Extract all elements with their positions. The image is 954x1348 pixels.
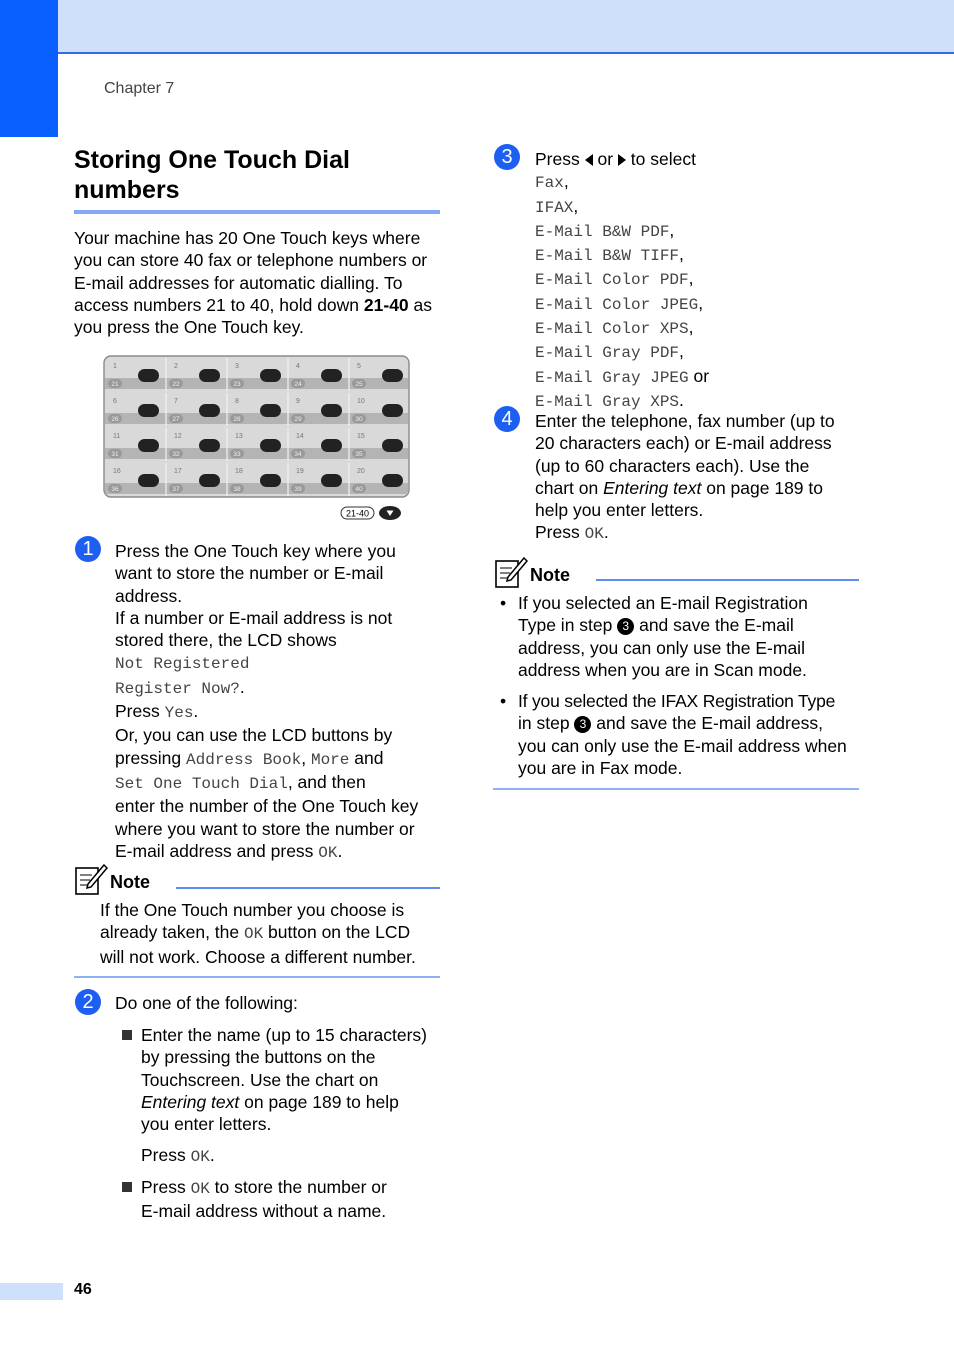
key-number-label: 9 [296, 398, 300, 405]
step-number-4: 4 [494, 406, 520, 432]
key-shift-number-label: 24 [294, 381, 302, 388]
one-touch-key [199, 369, 220, 382]
one-touch-key [138, 474, 159, 487]
bullet-dot: • [500, 691, 507, 711]
header-bar [0, 0, 954, 54]
option-line: by pressing the buttons on the [141, 1047, 376, 1068]
one-touch-key [382, 404, 403, 417]
key-number-label: 20 [357, 468, 365, 475]
note-2-bullet-2 [500, 690, 860, 779]
one-touch-key [382, 369, 403, 382]
one-touch-key [138, 404, 159, 417]
intro-key-bold: 21-40 [363, 294, 409, 315]
key-shift-number-label: 30 [355, 416, 363, 423]
step-number-3: 3 [494, 144, 520, 170]
intro-text-end: as you press the One Touch key. [74, 294, 433, 338]
one-touch-key [321, 439, 342, 452]
square-bullet-icon [122, 1182, 132, 1192]
section-title: Storing One Touch Dial numbers [74, 146, 350, 204]
step-4-text: on page 189 to [701, 477, 823, 498]
one-touch-key [260, 404, 281, 417]
key-number-label: 13 [235, 433, 243, 440]
key-number-label: 12 [174, 433, 182, 440]
step-ref-badge: 3 [574, 716, 591, 733]
key-number-label: 10 [357, 398, 365, 405]
step-4-line: help you enter letters. [535, 500, 704, 521]
step-1-line: Press the One Touch key where you [115, 541, 396, 561]
note-1-line: will not work. Choose a different number. [100, 946, 416, 967]
step-1-line: enter the number of the One Touch key [115, 796, 419, 817]
note-2-bullet-1 [500, 592, 860, 681]
or-text: or [592, 149, 618, 169]
step-4-line: (up to 60 characters each). Use the [535, 455, 810, 476]
note-pencil-icon [74, 863, 108, 897]
step-1-line: If a number or E-mail address is not [115, 607, 393, 628]
key-number-label: 15 [357, 433, 365, 440]
step-1-line: address. [115, 585, 183, 606]
one-touch-key [199, 474, 220, 487]
one-touch-key [260, 369, 281, 382]
one-touch-key [199, 404, 220, 417]
shift-key-label: 21-40 [345, 508, 370, 519]
key-shift-number-label: 38 [233, 486, 241, 493]
option-email-gray-xps: E-Mail Gray XPS [535, 392, 680, 411]
one-touch-key [138, 369, 159, 382]
option-line: you enter letters. [141, 1114, 272, 1135]
key-shift-number-label: 33 [233, 451, 241, 458]
key-shift-number-label: 37 [172, 486, 180, 493]
key-shift-number-label: 39 [294, 486, 302, 493]
page-number: 46 [74, 1281, 92, 1298]
option-email-gray-jpeg: E-Mail Gray JPEG [535, 368, 689, 387]
lcd-address-book: Address Book [186, 750, 302, 769]
one-touch-key [260, 439, 281, 452]
chapter-tab [0, 0, 58, 137]
lcd-ok: OK [584, 525, 604, 544]
note-2-line: address when you are in Scan mode. [518, 659, 807, 680]
note-2-text: and save the E-mail [634, 615, 794, 636]
step-ref-badge: 3 [617, 618, 634, 635]
key-number-label: 5 [357, 363, 361, 370]
step-4-line: 20 characters each) or E-mail address [535, 433, 832, 454]
option-email-color-pdf: E-Mail Color PDF [535, 271, 689, 290]
press-text: Press [115, 701, 165, 722]
key-shift-number-label: 23 [233, 381, 241, 388]
one-touch-key [199, 439, 220, 452]
key-shift-number-label: 35 [355, 451, 363, 458]
entering-text-ref: Entering text [603, 477, 702, 498]
note-2-text: Type in step [518, 615, 618, 636]
lcd-ok: OK [190, 1180, 210, 1198]
option-line: to store the number or [209, 1177, 387, 1197]
note-heading: Note [530, 565, 570, 585]
key-number-label: 16 [113, 468, 121, 475]
option-email-color-jpeg: E-Mail Color JPEG [535, 295, 699, 314]
option-line: E-mail address without a name. [141, 1201, 387, 1222]
lcd-more: More [310, 750, 350, 769]
key-shift-number-label: 31 [111, 451, 119, 458]
step-1-text: Press the One Touch key where you want to store the number or E-mail address. If a number or E-mail address is not stored there, the LCD shows Not Registered Register Now?. Press Yes. Or, you can use the LCD buttons by pressing Address Book, More and Set One Touch Dial, and then enter the number of the One Touch key where you want to store the number or E-mail address and press OK. [115, 540, 445, 864]
key-number-label: 17 [174, 468, 182, 475]
note-2-line: address, you can only use the E-mail [518, 637, 805, 658]
note-1-text: button on the LCD [263, 922, 411, 943]
key-number-label: 14 [296, 433, 304, 440]
one-touch-key [382, 439, 403, 452]
step-2-intro: Do one of the following: [115, 993, 298, 1013]
key-shift-number-label: 25 [355, 381, 363, 388]
key-shift-number-label: 36 [111, 486, 119, 493]
left-arrow-icon [585, 154, 593, 166]
step-2-option-1: Enter the name (up to 15 characters) by pressing the buttons on the Touchscreen. Use the chart on Entering text on page 189 to help you enter letters. Press OK. [122, 1024, 447, 1169]
or-text: or [688, 365, 710, 386]
note-2-text: in step [518, 713, 575, 734]
option-email-bw-tiff: E-Mail B&W TIFF [535, 247, 680, 266]
option-ifax: IFAX [535, 198, 574, 217]
one-touch-key [321, 474, 342, 487]
note-heading: Note [110, 872, 150, 892]
note-2-text: and save the E-mail address, [591, 713, 823, 734]
step-1-line: E-mail address and press [115, 840, 319, 861]
key-number-label: 18 [235, 468, 243, 475]
option-line: on page 189 to help [239, 1091, 399, 1112]
chapter-label: Chapter 7 [104, 80, 175, 97]
note-2-line: you can only use the E-mail address when [518, 735, 847, 756]
lcd-text-not-registered: Not Registered [115, 655, 250, 674]
option-line: Enter the name (up to 15 characters) [141, 1025, 427, 1045]
key-shift-number-label: 29 [294, 416, 302, 423]
key-number-label: 8 [235, 398, 239, 405]
to-select-text: to select [625, 149, 696, 169]
step-3-text: Press or to select Fax, IFAX, E-Mail B&W PDF, E-Mail B&W TIFF, E-Mail Color PDF, E-Mail Color JPEG, E-Mail Color XPS, E-Mail Gray PDF, E-Mail Gray JPEG or E-Mail Gray XPS. [535, 149, 710, 411]
intro-paragraph [74, 227, 442, 338]
step-4-text: Enter the telephone, fax number (up to 20 characters each) or E-mail address (up to 60 characters each). Use the chart on Entering text on page 189 to help you enter letters. Press OK. [535, 410, 865, 546]
lcd-ok: OK [190, 1148, 210, 1167]
note-2-line: you are in Fax mode. [518, 757, 683, 778]
key-number-label: 3 [235, 363, 239, 370]
option-email-bw-pdf: E-Mail B&W PDF [535, 222, 670, 241]
step-1-line: where you want to store the number or [115, 818, 415, 839]
step-number-2: 2 [75, 989, 101, 1015]
step-4-text: chart on [535, 477, 604, 498]
step-4-line: Enter the telephone, fax number (up to [535, 411, 835, 431]
key-number-label: 19 [296, 468, 304, 475]
press-text: Press [535, 149, 585, 169]
key-shift-number-label: 40 [355, 486, 363, 493]
one-touch-keypad-figure [103, 355, 411, 523]
key-number-label: 6 [113, 398, 117, 405]
note-end-rule [493, 788, 859, 790]
lcd-set-one-touch-dial: Set One Touch Dial [115, 774, 288, 793]
lcd-text-register-now: Register Now? [115, 679, 240, 698]
option-line: Touchscreen. Use the chart on [141, 1069, 379, 1090]
step-number-1: 1 [75, 536, 101, 562]
key-shift-number-label: 27 [172, 416, 180, 423]
bullet-dot: • [500, 593, 507, 613]
option-email-color-xps: E-Mail Color XPS [535, 320, 689, 339]
note-pencil-icon [494, 556, 528, 590]
note-1-line: If the One Touch number you choose is [100, 900, 405, 920]
note-rule [596, 579, 859, 581]
lcd-yes: Yes [164, 704, 194, 723]
title-rule [74, 210, 440, 214]
note-2-line: If you selected the IFAX Registration Type [518, 691, 836, 711]
and-then-text: , and then [287, 771, 366, 792]
one-touch-key [321, 404, 342, 417]
lcd-ok: OK [318, 843, 338, 862]
key-number-label: 4 [296, 363, 300, 370]
key-shift-number-label: 32 [172, 451, 180, 458]
key-shift-number-label: 26 [111, 416, 119, 423]
note-1-text: already taken, the [100, 922, 244, 943]
step-2-option-2 [122, 1176, 447, 1223]
note-1-body [100, 899, 445, 968]
right-arrow-icon [618, 154, 626, 166]
press-text: Press [141, 1145, 191, 1166]
key-number-label: 2 [174, 363, 178, 370]
intro-text: Your machine has 20 One Touch keys where you can store 40 fax or telephone numbers or E-mail addresses for automatic dialling. To access numbers 21 to 40, hold down [74, 228, 428, 315]
step-1-line: Or, you can use the LCD buttons by [115, 725, 393, 746]
page-number-bar [0, 1283, 63, 1300]
one-touch-key [260, 474, 281, 487]
key-shift-number-label: 22 [172, 381, 180, 388]
one-touch-key [321, 369, 342, 382]
key-number-label: 11 [113, 433, 121, 440]
key-shift-number-label: 28 [233, 416, 241, 423]
pressing-text: pressing [115, 747, 187, 768]
one-touch-key [382, 474, 403, 487]
key-shift-number-label: 34 [294, 451, 302, 458]
option-email-gray-pdf: E-Mail Gray PDF [535, 344, 680, 363]
press-text: Press [141, 1177, 191, 1197]
step-1-line: stored there, the LCD shows [115, 630, 337, 651]
note-2-line: If you selected an E-mail Registration [518, 593, 808, 613]
and-text: and [349, 747, 384, 768]
lcd-ok: OK [243, 925, 264, 944]
note-rule [176, 887, 440, 889]
one-touch-key [138, 439, 159, 452]
entering-text-ref: Entering text [141, 1091, 240, 1112]
step-1-line: want to store the number or E-mail [115, 563, 384, 584]
key-shift-number-label: 21 [111, 381, 119, 388]
square-bullet-icon [122, 1030, 132, 1040]
key-number-label: 7 [174, 398, 178, 405]
press-text: Press [535, 522, 585, 543]
key-number-label: 1 [113, 363, 117, 370]
note-end-rule [74, 976, 440, 978]
option-fax: Fax [535, 174, 564, 193]
